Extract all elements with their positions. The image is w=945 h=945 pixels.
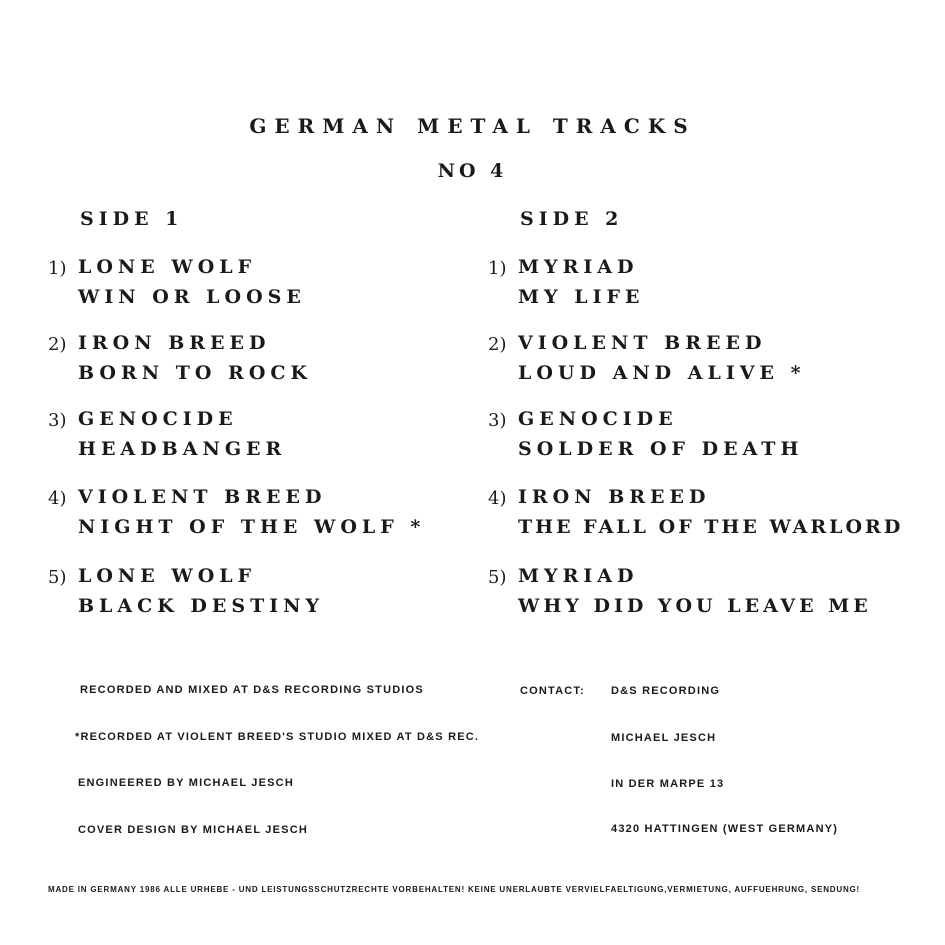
track-title: SOLDER OF DEATH: [518, 438, 804, 460]
track-number: 2): [48, 334, 67, 355]
track-title: WHY DID YOU LEAVE ME: [518, 595, 872, 617]
track-title: LOUD AND ALIVE *: [518, 362, 806, 384]
track-artist: LONE WOLF: [78, 565, 257, 587]
credit-cover-design: COVER DESIGN BY MICHAEL JESCH: [78, 824, 308, 836]
contact-city: 4320 HATTINGEN (WEST GERMANY): [611, 823, 839, 835]
album-title: GERMAN METAL TRACKS: [249, 114, 696, 138]
track-title: MY LIFE: [518, 286, 645, 308]
credit-engineer: ENGINEERED BY MICHAEL JESCH: [78, 777, 294, 789]
track-number: 1): [48, 258, 67, 279]
track-title: NIGHT OF THE WOLF *: [78, 516, 426, 538]
track-title: THE FALL OF THE WARLORD: [518, 516, 904, 538]
track-number: 3): [488, 410, 507, 431]
track-number: 4): [48, 488, 67, 509]
track-artist: VIOLENT BREED: [78, 486, 327, 508]
track-number: 4): [488, 488, 507, 509]
track-artist: VIOLENT BREED: [518, 332, 767, 354]
track-artist: GENOCIDE: [518, 408, 678, 430]
track-title: HEADBANGER: [78, 438, 287, 460]
track-artist: MYRIAD: [518, 256, 639, 278]
side-2-heading: SIDE 2: [520, 208, 624, 230]
track-number: 5): [488, 567, 507, 588]
track-number: 5): [48, 567, 67, 588]
album-volume: NO 4: [437, 160, 508, 182]
track-artist: GENOCIDE: [78, 408, 238, 430]
side-1-heading: SIDE 1: [80, 208, 184, 230]
track-artist: IRON BREED: [518, 486, 711, 508]
contact-street: IN DER MARPE 13: [611, 778, 725, 790]
track-artist: MYRIAD: [518, 565, 639, 587]
track-title: BORN TO ROCK: [78, 362, 313, 384]
track-artist: IRON BREED: [78, 332, 271, 354]
contact-label: CONTACT:: [520, 685, 585, 697]
contact-company: D&S RECORDING: [611, 685, 721, 697]
track-title: BLACK DESTINY: [78, 595, 325, 617]
track-artist: LONE WOLF: [78, 256, 257, 278]
track-title: WIN OR LOOSE: [78, 286, 306, 308]
track-number: 2): [488, 334, 507, 355]
legal-footer: MADE IN GERMANY 1986 ALLE URHEBE - UND LEISTUNGSSCHUTZRECHTE VORBEHALTEN! KEINE UNERLAUBTE VERVIELFAELTIGUNG,VERMIETUNG, AUFFUEHRUNG, SENDUNG!: [48, 885, 861, 894]
contact-name: MICHAEL JESCH: [611, 732, 717, 744]
credit-recorded-alt: *RECORDED AT VIOLENT BREED'S STUDIO MIXED AT D&S REC.: [75, 731, 480, 743]
track-number: 1): [488, 258, 507, 279]
track-number: 3): [48, 410, 67, 431]
credit-recorded: RECORDED AND MIXED AT D&S RECORDING STUDIOS: [80, 684, 424, 696]
